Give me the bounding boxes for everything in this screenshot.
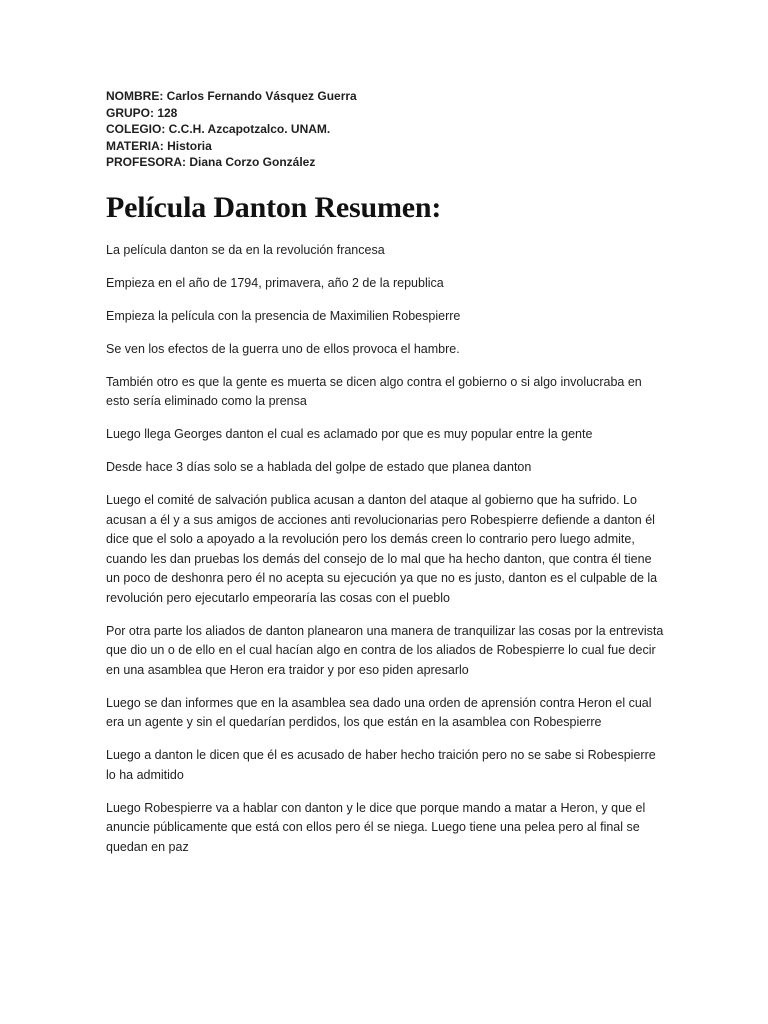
document-title: Película Danton Resumen: <box>106 190 442 224</box>
paragraph: Luego llega Georges danton el cual es aclamado por que es muy popular entre la gente <box>106 427 593 441</box>
paragraph: Luego el comité de salvación publica acusan a danton del ataque al gobierno que ha sufrido. Lo acusan a él y a sus amigos de acciones anti revolucionarias pero Robespierre defiende a danton él dice que el solo a apoyado a la revolución pero los demás creen lo contrario pero luego admite, cuando les dan pruebas los demás del consejo de lo mal que ha hecho danton, que contra él tiene un poco de deshonra pero él no acepta su ejecución ya que no es justo, danton es el culpable de la revolución pero ejecutarlo empeoraría las cosas con el pueblo <box>106 493 658 605</box>
paragraph: Luego Robespierre va a hablar con danton y le dice que porque mando a matar a Heron, y que el anuncie públicamente que está con ellos pero él se niega. Luego tiene una pelea pero al final se quedan en paz <box>106 800 646 854</box>
paragraph: Por otra parte los aliados de danton planearon una manera de tranquilizar las cosas por la entrevista que dio un o de ello en el cual hacían algo en contra de los aliados de Robespierre lo cual fue decir en una asamblea que Heron era traidor y por eso piden apresarlo <box>106 623 664 677</box>
paragraph: También otro es que la gente es muerta se dicen algo contra el gobierno o si algo involucraba en esto sería eliminado como la prensa <box>106 374 642 408</box>
paragraph: Se ven los efectos de la guerra uno de ellos provoca el hambre. <box>106 341 460 356</box>
paragraph: La película danton se da en la revolución francesa <box>106 242 385 257</box>
summary-body <box>106 241 666 858</box>
student-name: NOMBRE: Carlos Fernando Vásquez Guerra <box>106 89 357 103</box>
paragraph: Empieza la película con la presencia de Maximilien Robespierre <box>106 308 461 323</box>
paragraph: Luego se dan informes que en la asamblea sea dado una orden de aprensión contra Heron el cual era un agente y sin el quedarían perdidos, los que están en la asamblea con Robespierre <box>106 695 652 729</box>
document-page <box>106 88 666 871</box>
student-info-block <box>106 88 666 171</box>
teacher-name: PROFESORA: Diana Corzo González <box>106 155 316 169</box>
subject-name: MATERIA: Historia <box>106 138 212 153</box>
student-group: GRUPO: 128 <box>106 105 178 120</box>
paragraph: Desde hace 3 días solo se a hablada del golpe de estado que planea danton <box>106 460 532 474</box>
school-name: COLEGIO: C.C.H. Azcapotzalco. UNAM. <box>106 122 331 136</box>
paragraph: Luego a danton le dicen que él es acusado de haber hecho traición pero no se sabe si Robespierre lo ha admitido <box>106 748 656 782</box>
paragraph: Empieza en el año de 1794, primavera, año 2 de la republica <box>106 275 444 290</box>
